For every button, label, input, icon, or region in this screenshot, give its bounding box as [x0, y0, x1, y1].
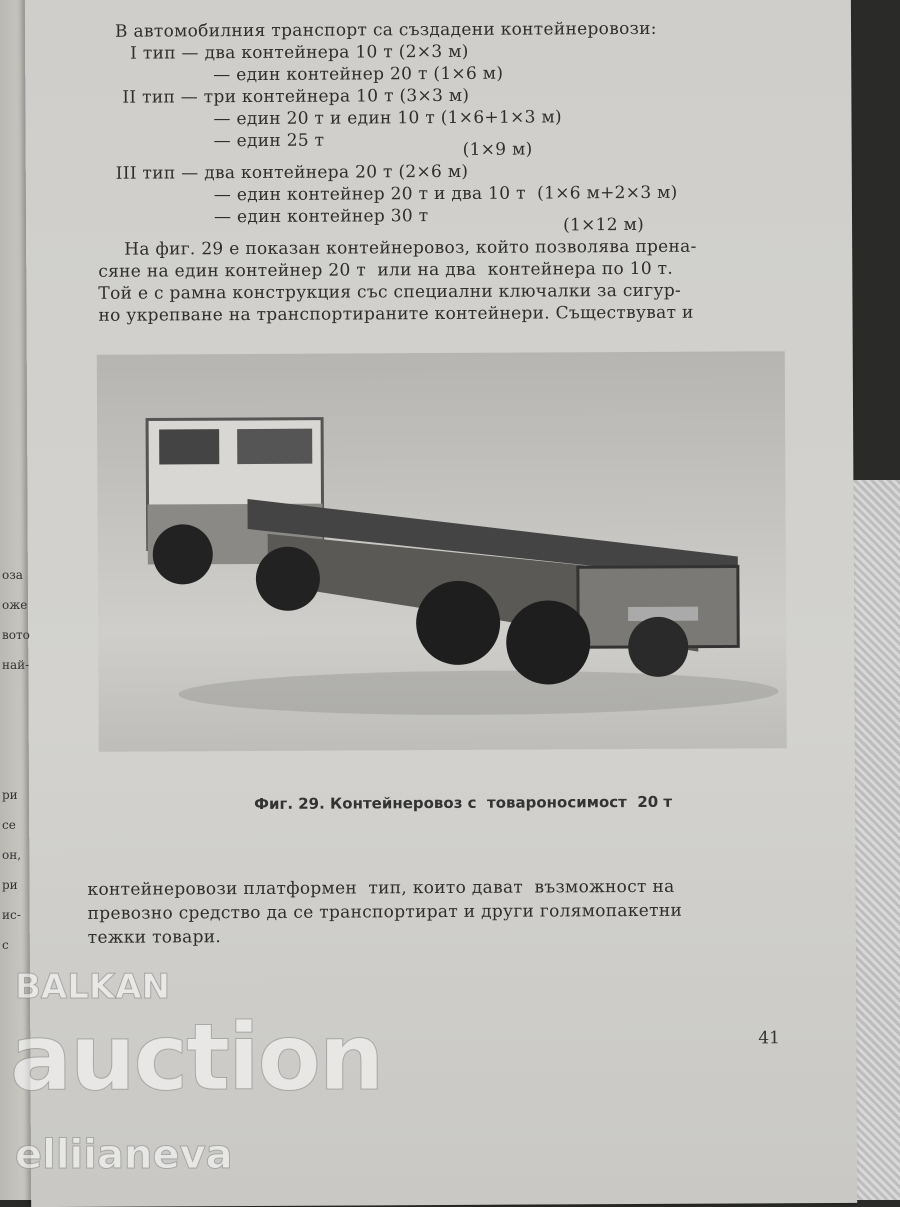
paragraph-line: Той е с рамна конструкция със специални ключалки за сигур- [98, 280, 682, 304]
paragraph-line: контейнеровози платформен тип, които дават възможност на [87, 876, 675, 900]
text-line: — един контейнер 20 т и два 10 т (1×6 м+2×3 м) [213, 182, 678, 206]
text-line: (1×12 м) [563, 214, 645, 236]
truck-illustration [97, 351, 787, 752]
figure-caption: Фиг. 29. Контейнеровоз с товароносимост 20 т [254, 792, 673, 813]
text-line: I тип — два контейнера 10 т (2×3 м) [130, 41, 469, 64]
watermark-auction: auction [10, 1004, 383, 1111]
adjacent-page-text [2, 560, 32, 960]
paragraph-line: сяне на един контейнер 20 т или на два контейнера по 10 т. [98, 258, 674, 282]
text-line: — един контейнер 20 т (1×6 м) [213, 63, 504, 86]
text-fragment: вото [2, 628, 30, 642]
paragraph-line: превозно средство да се транспортират и други голямопакетни [87, 900, 683, 924]
watermark-balkan: BALKAN [15, 967, 171, 1007]
figure-photo-truck [97, 351, 787, 752]
text-fragment: ри [2, 878, 18, 892]
text-fragment: с [2, 938, 9, 952]
text-line: II тип — три контейнера 10 т (3×3 м) [122, 85, 470, 108]
page-number: 41 [758, 1028, 781, 1049]
text-fragment: оже [2, 598, 28, 612]
text-fragment: он, [2, 848, 22, 862]
text-line: В автомобилния транспорт са създадени контейнеровози: [114, 18, 657, 42]
paragraph-line: На фиг. 29 е показан контейнеровоз, който позволява прена- [124, 236, 697, 260]
paragraph-line: тежки товари. [87, 927, 222, 948]
text-fragment: се [2, 818, 16, 832]
watermark-seller: elliianeva [15, 1132, 233, 1178]
text-fragment: ис- [2, 908, 21, 922]
text-fragment: оза [2, 568, 23, 582]
text-line: — един 25 т [213, 130, 325, 152]
text-line: — един 20 т и един 10 т (1×6+1×3 м) [213, 107, 562, 130]
paragraph-line: но укрепване на транспортираните контейнери. Съществуват и [98, 302, 694, 326]
text-line: (1×9 м) [462, 139, 533, 160]
text-line: — един контейнер 30 т [213, 206, 429, 228]
text-line: III тип — два контейнера 20 т (2×6 м) [115, 161, 469, 184]
text-fragment: най- [2, 658, 30, 672]
text-fragment: ри [2, 788, 18, 802]
